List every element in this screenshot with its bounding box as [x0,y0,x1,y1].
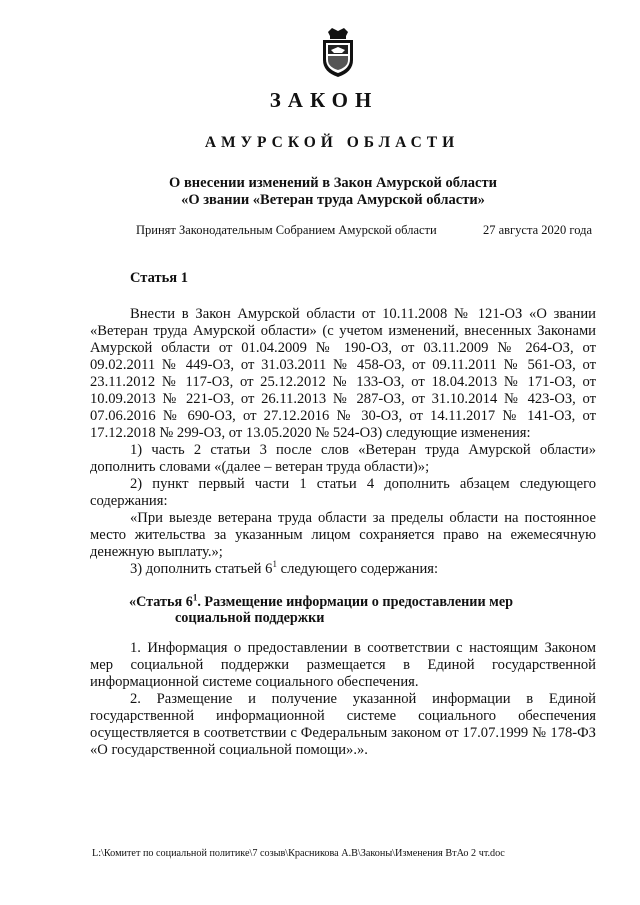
coat-of-arms-emblem [318,26,358,78]
item-3-text-end: следующего содержания: [276,561,439,577]
article-1-intro: Внести в Закон Амурской области от 10.11.2008 № 121-ОЗ «О звании «Ветеран труда Амурской области» (с учетом изменений, внесенных Законами Амурской области от 01.04.2009 № 190-ОЗ, от 03.11.2009 № 264-ОЗ, от 09.02.2011 № 449-ОЗ, от 31.03.2011 № 458-ОЗ, от 09.11.2011 № 561-ОЗ, от 23.11.2012 № 117-ОЗ, от 25.12.2012 № 133-ОЗ, от 18.04.2013 № 171-ОЗ, от 10.09.2013 № 221-ОЗ, от 26.11.2013 № 287-ОЗ, от 31.10.2014 № 423-ОЗ, от 07.06.2016 № 690-ОЗ, от 27.12.2016 № 30-ОЗ, от 14.11.2017 № 141-ОЗ, от 17.12.2018 № 299-ОЗ, от 13.05.2020 № 524-ОЗ) следующие изменения: [90,306,596,441]
article-6-1-para-2: 2. Размещение и получение указанной информации в Единой государственной информационной системе социального обеспечения осуществляется в соответствии с Федеральным законом от 17.07.1999 № 178-ФЗ «О государственной социальной помощи».». [90,691,596,758]
art6-heading-pre: «Статья 6 [129,594,193,610]
art6-heading-post: . Размещение информации о предоставлении мер [197,594,514,610]
file-path-footer: L:\Комитет по социальной политике\7 созыв\Красникова А.В\Законы\Изменения ВтАо 2 чт.doc [92,848,505,859]
article-1-body [90,306,596,578]
amendment-item-3 [90,561,596,578]
item-3-text: 3) дополнить статьей 6 [130,561,273,577]
article-1-heading: Статья 1 [130,270,188,286]
item-3-sup: 1 [272,559,277,570]
adopted-by: Принят Законодательным Собранием Амурской области [136,223,437,237]
amendment-item-2-quote: «При выезде ветерана труда области за пределы области на постоянное место жительства за указанным лицом сохраняется право на ежемесячную денежную выплату.»; [90,510,596,560]
subject-line-1: О внесении изменений в Закон Амурской области [169,175,497,191]
article-6-1-body [90,640,596,759]
art6-heading-line-2: социальной поддержки [175,610,325,626]
region-title: АМУРСКОЙ ОБЛАСТИ [204,134,460,151]
amendment-item-1: 1) часть 2 статьи 3 после слов «Ветеран труда Амурской области» дополнить словами «(далее – ветеран труда области)»; [90,442,596,475]
art6-heading-sup: 1 [192,592,198,603]
adoption-line [136,223,592,238]
subject-line-2: «О звании «Ветеран труда Амурской области» [181,192,485,208]
law-subject [0,175,640,209]
article-6-1-para-1: 1. Информация о предоставлении в соответствии с настоящим Законом мер социальной поддержки размещается в Единой государственной информационной системе социального обеспечения. [90,640,596,690]
adopted-date: 27 августа 2020 года [482,223,592,237]
article-6-1-heading [129,594,513,626]
amendment-item-2: 2) пункт первый части 1 статьи 4 дополнить абзацем следующего содержания: [90,476,596,509]
document-type-title: ЗАКОН [269,88,379,112]
